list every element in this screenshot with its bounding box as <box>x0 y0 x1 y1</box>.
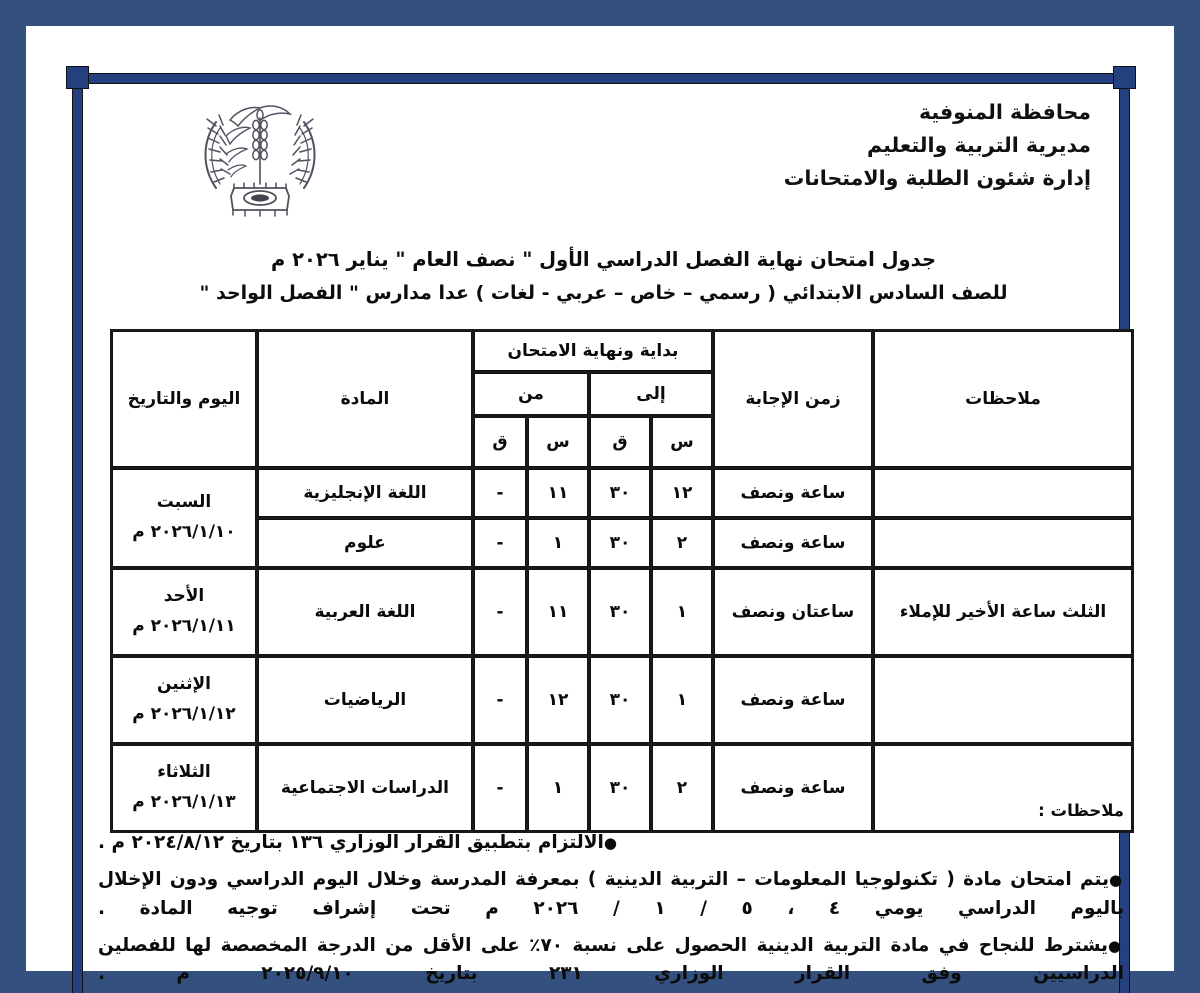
day-date: ٢٠٢٦/١/١٢ م <box>132 704 236 724</box>
exam-schedule-table <box>110 329 1134 833</box>
note-text: الالتزام بتطبيق القرار الوزاري ١٣٦ بتاريخ ٢٠٢٤/٨/١٢ م . <box>98 832 604 853</box>
document-sheet <box>26 26 1174 985</box>
cell-to-minutes: ٣٠ <box>590 469 650 517</box>
cell-subject: اللغة الإنجليزية <box>258 469 472 517</box>
cell-duration: ساعتان ونصف <box>714 569 872 655</box>
cell-from-hours: ١١ <box>528 569 588 655</box>
exam-schedule-title: جدول امتحان نهاية الفصل الدراسي الأول " نصف العام " يناير ٢٠٢٦ م <box>270 248 936 271</box>
exam-schedule-subtitle: للصف السادس الابتدائي ( رسمي – خاص – عربي - لغات ) عدا مدارس " الفصل الواحد " <box>199 282 1008 304</box>
bullet-icon: ● <box>603 834 617 852</box>
cell-day-date <box>112 657 256 743</box>
frame-corner-top-left <box>66 66 89 89</box>
cell-to-minutes: ٣٠ <box>590 745 650 831</box>
cell-from-hours: ١٢ <box>528 657 588 743</box>
day-name: الأحد <box>163 586 205 607</box>
header-to: إلى <box>590 373 712 415</box>
cell-to-minutes: ٣٠ <box>590 657 650 743</box>
cell-day-date <box>112 569 256 655</box>
cell-from-minutes: - <box>474 657 526 743</box>
note-item <box>98 866 1124 924</box>
header-from: من <box>474 373 588 415</box>
menoufia-governorate-emblem-icon <box>190 92 330 220</box>
cell-from-minutes: - <box>474 519 526 567</box>
note-text: يشترط للنجاح في مادة التربية الدينية الحصول على نسبة ٧٠٪ على الأقل من الدرجة المخصصة لها للفصلين الدراسيين وفق القرار الوزاري ٢٣١ بتاريخ ٢٠٢٥/٩/١٠ م . <box>98 934 1124 985</box>
header-to-minutes: ق <box>590 417 650 467</box>
day-date: ٢٠٢٦/١/١١ م <box>132 616 236 636</box>
cell-note: الثلث ساعة الأخير للإملاء <box>874 569 1132 655</box>
org-line-directorate: مديرية التربية والتعليم <box>867 133 1091 158</box>
cell-subject: علوم <box>258 519 472 567</box>
cell-duration: ساعة ونصف <box>714 519 872 567</box>
cell-duration: ساعة ونصف <box>714 657 872 743</box>
table-row <box>112 569 1132 655</box>
cell-from-hours: ١ <box>528 745 588 831</box>
header-time-span: بداية ونهاية الامتحان <box>474 331 712 371</box>
cell-subject: اللغة العربية <box>258 569 472 655</box>
table-row <box>112 657 1132 743</box>
cell-to-minutes: ٣٠ <box>590 569 650 655</box>
header-subject: المادة <box>258 331 472 467</box>
note-item <box>98 829 1124 858</box>
header-row-1 <box>112 331 1132 371</box>
cell-to-minutes: ٣٠ <box>590 519 650 567</box>
frame-bar-left <box>72 73 83 993</box>
cell-duration: ساعة ونصف <box>714 469 872 517</box>
org-line-governorate: محافظة المنوفية <box>918 100 1091 124</box>
cell-note <box>874 657 1132 743</box>
day-name: السبت <box>156 492 212 513</box>
schedule-table-wrapper <box>122 329 1134 833</box>
bullet-icon: ● <box>1108 936 1125 955</box>
cell-to-hours: ١٢ <box>652 469 712 517</box>
cell-subject: الدراسات الاجتماعية <box>258 745 472 831</box>
header-from-hours: س <box>528 417 588 467</box>
cell-from-hours: ١١ <box>528 469 588 517</box>
table-body <box>112 469 1132 831</box>
title-block <box>86 248 1121 304</box>
cell-day-date <box>112 469 256 567</box>
cell-to-hours: ٢ <box>652 745 712 831</box>
table-head <box>112 331 1132 467</box>
cell-to-hours: ١ <box>652 569 712 655</box>
notes-title: ملاحظات : <box>1038 801 1124 820</box>
header-day-date: اليوم والتاريخ <box>112 331 256 467</box>
masthead <box>96 88 1111 243</box>
table-row <box>112 469 1132 517</box>
day-name: الإثنين <box>156 674 211 695</box>
header-notes: ملاحظات <box>874 331 1132 467</box>
day-name: الثلاثاء <box>157 762 211 783</box>
cell-note <box>874 469 1132 517</box>
cell-subject: الرياضيات <box>258 657 472 743</box>
cell-to-hours: ١ <box>652 657 712 743</box>
header-duration: زمن الإجابة <box>714 331 872 467</box>
frame-corner-top-right <box>1113 66 1136 89</box>
notes-section <box>98 801 1124 993</box>
table-row <box>112 519 1132 567</box>
bullet-icon: ● <box>1109 870 1124 889</box>
cell-from-hours: ١ <box>528 519 588 567</box>
cell-from-minutes: - <box>474 745 526 831</box>
day-date: ٢٠٢٦/١/١٠ م <box>132 522 236 542</box>
cell-note <box>874 519 1132 567</box>
cell-to-hours: ٢ <box>652 519 712 567</box>
cell-duration: ساعة ونصف <box>714 745 872 831</box>
day-date: ٢٠٢٦/١/١٣ م <box>132 792 236 812</box>
org-line-department: إدارة شئون الطلبة والامتحانات <box>783 166 1091 191</box>
frame-bar-top <box>72 73 1130 84</box>
cell-from-minutes: - <box>474 469 526 517</box>
note-text: يتم امتحان مادة ( تكنولوجيا المعلومات – التربية الدينية ) بمعرفة المدرسة وخلال اليوم الدراسي ودون الإخلال باليوم الدراسي يومي ٤ ، ٥ / ١ / ٢٠٢٦ م تحت إشراف توجيه المادة . <box>98 868 1124 919</box>
note-item <box>98 932 1124 990</box>
header-to-hours: س <box>652 417 712 467</box>
organization-heading <box>784 96 1091 196</box>
cell-from-minutes: - <box>474 569 526 655</box>
header-from-minutes: ق <box>474 417 526 467</box>
